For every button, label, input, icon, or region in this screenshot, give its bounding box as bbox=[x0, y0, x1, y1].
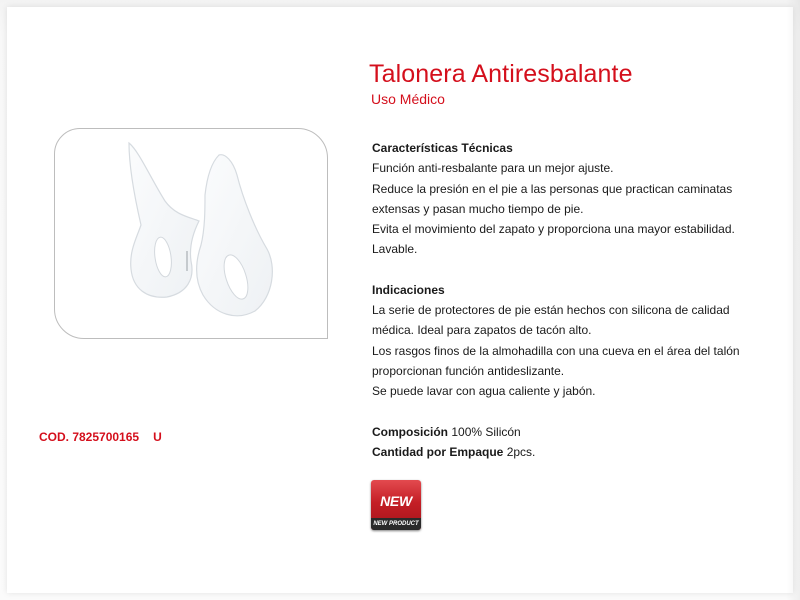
quantity-row bbox=[372, 442, 772, 462]
new-product-badge bbox=[371, 480, 421, 530]
product-title: Talonera Antiresbalante bbox=[369, 60, 633, 88]
section-spacer bbox=[372, 260, 772, 280]
product-image-frame bbox=[54, 128, 328, 339]
product-code bbox=[39, 430, 162, 444]
specs-line: extensas y pasan mucho tiempo de pie. bbox=[372, 201, 584, 216]
composition-label: Composición bbox=[372, 424, 449, 439]
specs-line: Función anti-resbalante para un mejor ajuste. bbox=[372, 161, 614, 176]
product-code-number: COD. 7825700165 bbox=[39, 430, 140, 444]
section-spacer bbox=[372, 402, 772, 422]
specs-heading: Características Técnicas bbox=[372, 141, 513, 155]
specs-line: Lavable. bbox=[372, 242, 418, 257]
badge-new-text: NEW bbox=[380, 493, 412, 509]
indications-heading: Indicaciones bbox=[372, 282, 445, 297]
composition-value: 100% Silicón bbox=[451, 424, 521, 439]
quantity-label: Cantidad por Empaque bbox=[372, 444, 504, 459]
specs-line: Evita el movimiento del zapato y proporciona una mayor estabilidad. bbox=[372, 222, 735, 237]
indications-line: Los rasgos finos de la almohadilla con una cueva en el área del talón bbox=[372, 343, 740, 358]
quantity-value: 2pcs. bbox=[506, 444, 536, 459]
indications-line: Se puede lavar con agua caliente y jabón. bbox=[372, 384, 596, 399]
product-code-suffix: U bbox=[153, 430, 162, 444]
indications-line: proporcionan función antideslizante. bbox=[372, 363, 565, 378]
composition-row bbox=[372, 422, 772, 442]
indications-line: La serie de protectores de pie están hechos con silicona de calidad bbox=[372, 303, 730, 318]
indications-line: médica. Ideal para zapatos de tacón alto. bbox=[372, 323, 592, 338]
heel-grip-pads-image bbox=[55, 129, 327, 338]
badge-subtext: NEW PRODUCT bbox=[373, 521, 419, 527]
right-edge-shadow bbox=[786, 0, 800, 600]
specs-line: Reduce la presión en el pie a las personas que practican caminatas bbox=[372, 181, 733, 196]
product-description bbox=[372, 138, 772, 462]
product-subtitle: Uso Médico bbox=[371, 91, 445, 107]
